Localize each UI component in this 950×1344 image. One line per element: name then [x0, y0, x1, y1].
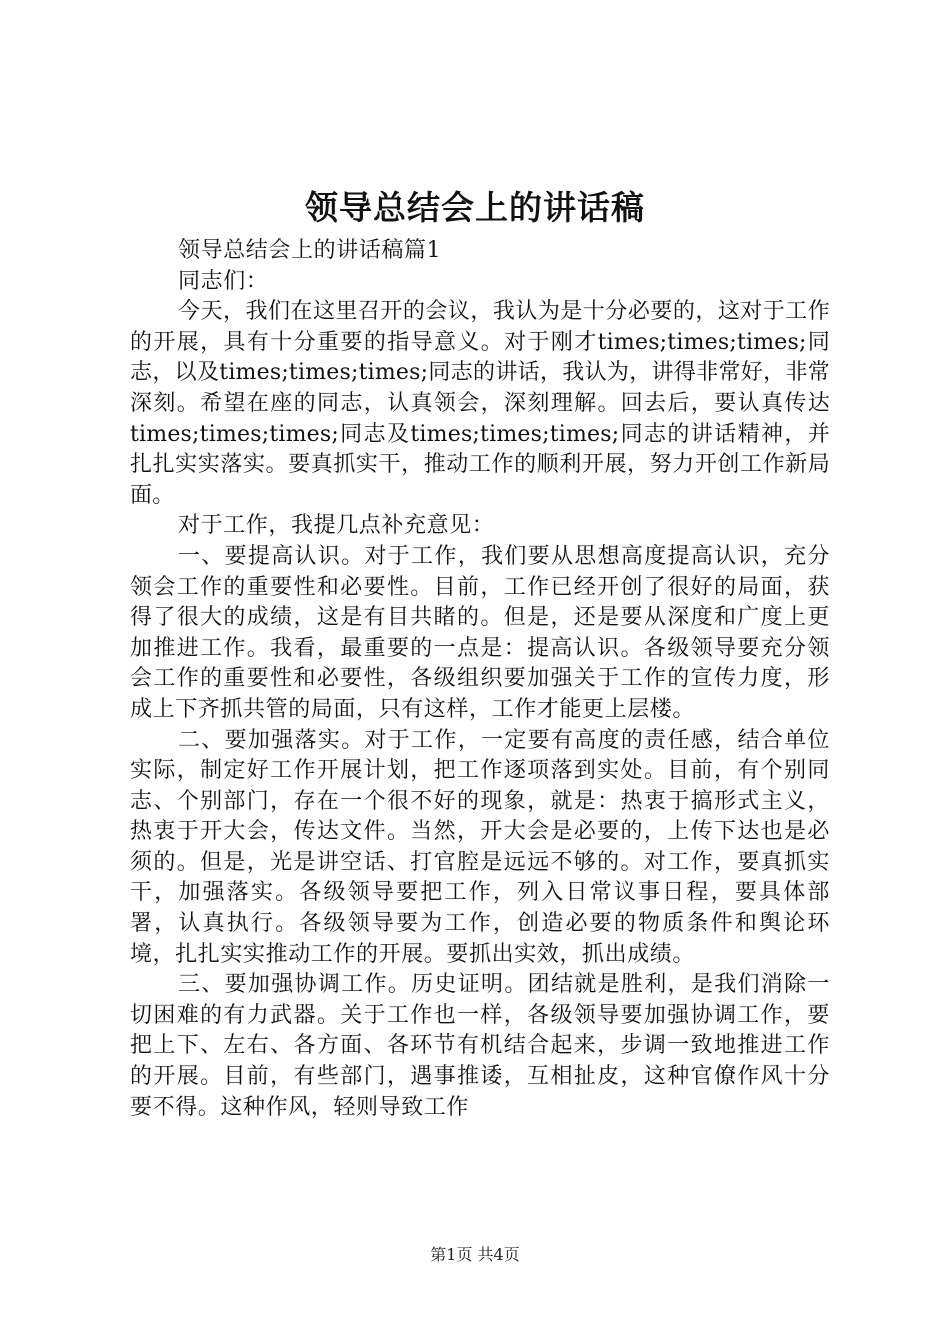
salutation: 同志们： [178, 268, 269, 294]
section-heading: 领导总结会上的讲话稿篇1 [178, 238, 442, 263]
body-paragraph-intro: 对于工作，我提几点补充意见： [178, 513, 495, 539]
body-paragraph-opening: 今天，我们在这里召开的会议，我认为是十分必要的，这对于工作的开展，具有十分重要的指导意义。对于刚才times;times;times;同志，以及times;times;times;同志的讲话，我认为，讲得非常好，非常深刻。希望在座的同志，认真领会，深刻理解。回去后，要认真传达times;times;times;同志及times;times;times;同志的讲话精神，并扎扎实实落实。要真抓实干，推动工作的顺利开展，努力开创工作新局面。 [130, 299, 830, 508]
page-number: 第1页 共4页 [430, 1245, 520, 1264]
body-paragraph-point-1: 一、要提高认识。对于工作，我们要从思想高度提高认识，充分领会工作的重要性和必要性。目前，工作已经开创了很好的局面，获得了很大的成绩，这是有目共睹的。但是，还是要从深度和广度上更加推进工作。我看，最重要的一点是：提高认识。各级领导要充分领会工作的重要性和必要性，各级组织要加强关于工作的宣传力度，形成上下齐抓共管的局面，只有这样，工作才能更上层楼。 [130, 543, 830, 722]
document-body [130, 236, 830, 1123]
document-title: 领导总结会上的讲话稿 [305, 188, 645, 227]
body-paragraph-point-2: 二、要加强落实。对于工作，一定要有高度的责任感，结合单位实际，制定好工作开展计划，把工作逐项落到实处。目前，有个别同志、个别部门，存在一个很不好的现象，就是：热衷于搞形式主义，热衷于开大会，传达文件。当然，开大会是必要的，上传下达也是必须的。但是，光是讲空话、打官腔是远远不够的。对工作，要真抓实干，加强落实。各级领导要把工作，列入日常议事日程，要具体部署，认真执行。各级领导要为工作，创造必要的物质条件和舆论环境，扎扎实实推动工作的开展。要抓出实效，抓出成绩。 [130, 727, 830, 967]
body-paragraph-point-3: 三、要加强协调工作。历史证明。团结就是胜利，是我们消除一切困难的有力武器。关于工作也一样，各级领导要加强协调工作，要把上下、左右、各方面、各环节有机结合起来，步调一致地推进工作的开展。目前，有些部门，遇事推诿，互相扯皮，这种官僚作风十分要不得。这种作风，轻则导致工作 [130, 972, 830, 1120]
